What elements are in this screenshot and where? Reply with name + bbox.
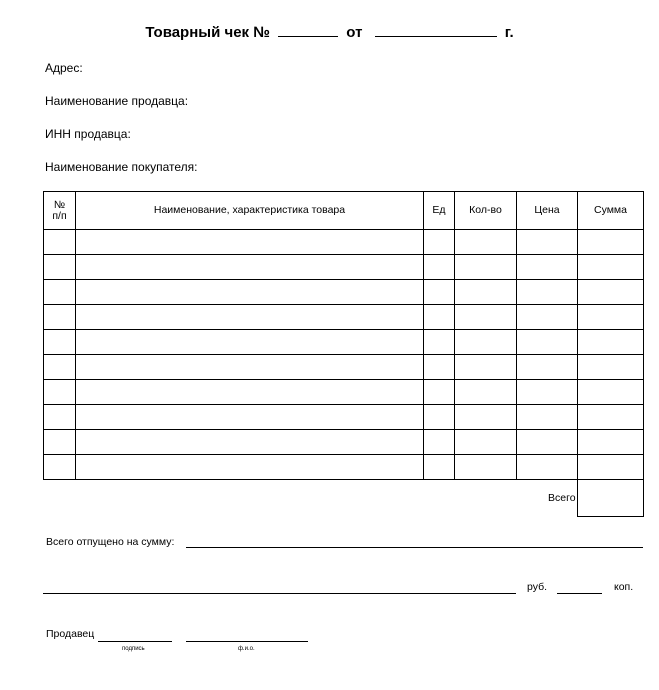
table-row: [44, 330, 644, 355]
cell-price[interactable]: [517, 405, 578, 430]
cell-sum[interactable]: [578, 330, 644, 355]
released-amount-line[interactable]: [186, 547, 643, 548]
header-qty: Кол-во: [455, 192, 517, 230]
cell-sum[interactable]: [578, 405, 644, 430]
cell-name[interactable]: [76, 330, 424, 355]
cell-name[interactable]: [76, 355, 424, 380]
header-num-line2: п/п: [52, 209, 67, 222]
receipt-title: [0, 22, 659, 41]
cell-qty[interactable]: [455, 330, 517, 355]
kop-line[interactable]: [557, 593, 602, 594]
cell-unit[interactable]: [424, 230, 455, 255]
cell-unit[interactable]: [424, 380, 455, 405]
cell-price[interactable]: [517, 330, 578, 355]
cell-num[interactable]: [44, 455, 76, 480]
released-label: Всего отпущено на сумму:: [46, 536, 175, 548]
table-row: [44, 355, 644, 380]
cell-unit[interactable]: [424, 355, 455, 380]
rub-label: руб.: [527, 581, 548, 593]
cell-name[interactable]: [76, 380, 424, 405]
title-from: от: [346, 24, 363, 41]
header-sum: Сумма: [578, 192, 644, 230]
seller-label: Продавец: [46, 628, 95, 640]
amount-words-line[interactable]: [43, 593, 516, 594]
cell-price[interactable]: [517, 355, 578, 380]
cell-sum[interactable]: [578, 380, 644, 405]
cell-num[interactable]: [44, 355, 76, 380]
cell-qty[interactable]: [455, 305, 517, 330]
cell-num[interactable]: [44, 305, 76, 330]
header-price: Цена: [517, 192, 578, 230]
cell-price[interactable]: [517, 305, 578, 330]
fio-caption: ф.и.о.: [238, 646, 255, 652]
cell-qty[interactable]: [455, 430, 517, 455]
cell-sum[interactable]: [578, 430, 644, 455]
cell-num[interactable]: [44, 280, 76, 305]
items-table: [43, 191, 644, 480]
header-name: Наименование, характеристика товара: [76, 192, 424, 230]
title-suffix: г.: [504, 24, 514, 41]
cell-unit[interactable]: [424, 280, 455, 305]
buyer-name-label: Наименование покупателя:: [45, 160, 198, 174]
address-label: Адрес:: [45, 61, 83, 75]
table-row: [44, 305, 644, 330]
fio-line[interactable]: [186, 641, 308, 642]
table-row: [44, 380, 644, 405]
receipt-date-field[interactable]: [375, 22, 497, 37]
cell-num[interactable]: [44, 230, 76, 255]
cell-price[interactable]: [517, 255, 578, 280]
table-row: [44, 280, 644, 305]
cell-price[interactable]: [517, 280, 578, 305]
cell-price[interactable]: [517, 380, 578, 405]
cell-price[interactable]: [517, 455, 578, 480]
seller-name-label: Наименование продавца:: [45, 94, 189, 108]
cell-unit[interactable]: [424, 405, 455, 430]
table-row: [44, 255, 644, 280]
total-label: Всего: [548, 492, 576, 504]
title-prefix: Товарный чек №: [145, 24, 270, 41]
seller-inn-label: ИНН продавца:: [45, 127, 131, 141]
cell-num[interactable]: [44, 405, 76, 430]
cell-name[interactable]: [76, 255, 424, 280]
receipt-number-field[interactable]: [278, 22, 338, 37]
table-row: [44, 455, 644, 480]
table-header-row: [44, 192, 644, 230]
signature-line[interactable]: [98, 641, 172, 642]
cell-name[interactable]: [76, 230, 424, 255]
header-num: [44, 192, 76, 230]
cell-unit[interactable]: [424, 305, 455, 330]
cell-sum[interactable]: [578, 230, 644, 255]
table-row: [44, 430, 644, 455]
cell-qty[interactable]: [455, 380, 517, 405]
cell-sum[interactable]: [578, 455, 644, 480]
cell-unit[interactable]: [424, 430, 455, 455]
cell-name[interactable]: [76, 280, 424, 305]
cell-price[interactable]: [517, 430, 578, 455]
cell-sum[interactable]: [578, 255, 644, 280]
cell-qty[interactable]: [455, 255, 517, 280]
cell-unit[interactable]: [424, 455, 455, 480]
header-unit: Ед: [424, 192, 455, 230]
total-cell[interactable]: [577, 479, 644, 517]
cell-qty[interactable]: [455, 280, 517, 305]
cell-qty[interactable]: [455, 405, 517, 430]
table-row: [44, 230, 644, 255]
cell-qty[interactable]: [455, 230, 517, 255]
cell-qty[interactable]: [455, 455, 517, 480]
cell-num[interactable]: [44, 380, 76, 405]
cell-sum[interactable]: [578, 355, 644, 380]
cell-unit[interactable]: [424, 330, 455, 355]
table-row: [44, 405, 644, 430]
cell-name[interactable]: [76, 405, 424, 430]
cell-name[interactable]: [76, 305, 424, 330]
cell-sum[interactable]: [578, 305, 644, 330]
cell-sum[interactable]: [578, 280, 644, 305]
cell-price[interactable]: [517, 230, 578, 255]
signature-caption: подпись: [122, 646, 145, 652]
cell-unit[interactable]: [424, 255, 455, 280]
cell-num[interactable]: [44, 255, 76, 280]
cell-name[interactable]: [76, 430, 424, 455]
cell-qty[interactable]: [455, 355, 517, 380]
cell-num[interactable]: [44, 330, 76, 355]
header-num-line1: №: [53, 198, 66, 211]
kop-label: коп.: [614, 581, 634, 593]
cell-name[interactable]: [76, 455, 424, 480]
cell-num[interactable]: [44, 430, 76, 455]
